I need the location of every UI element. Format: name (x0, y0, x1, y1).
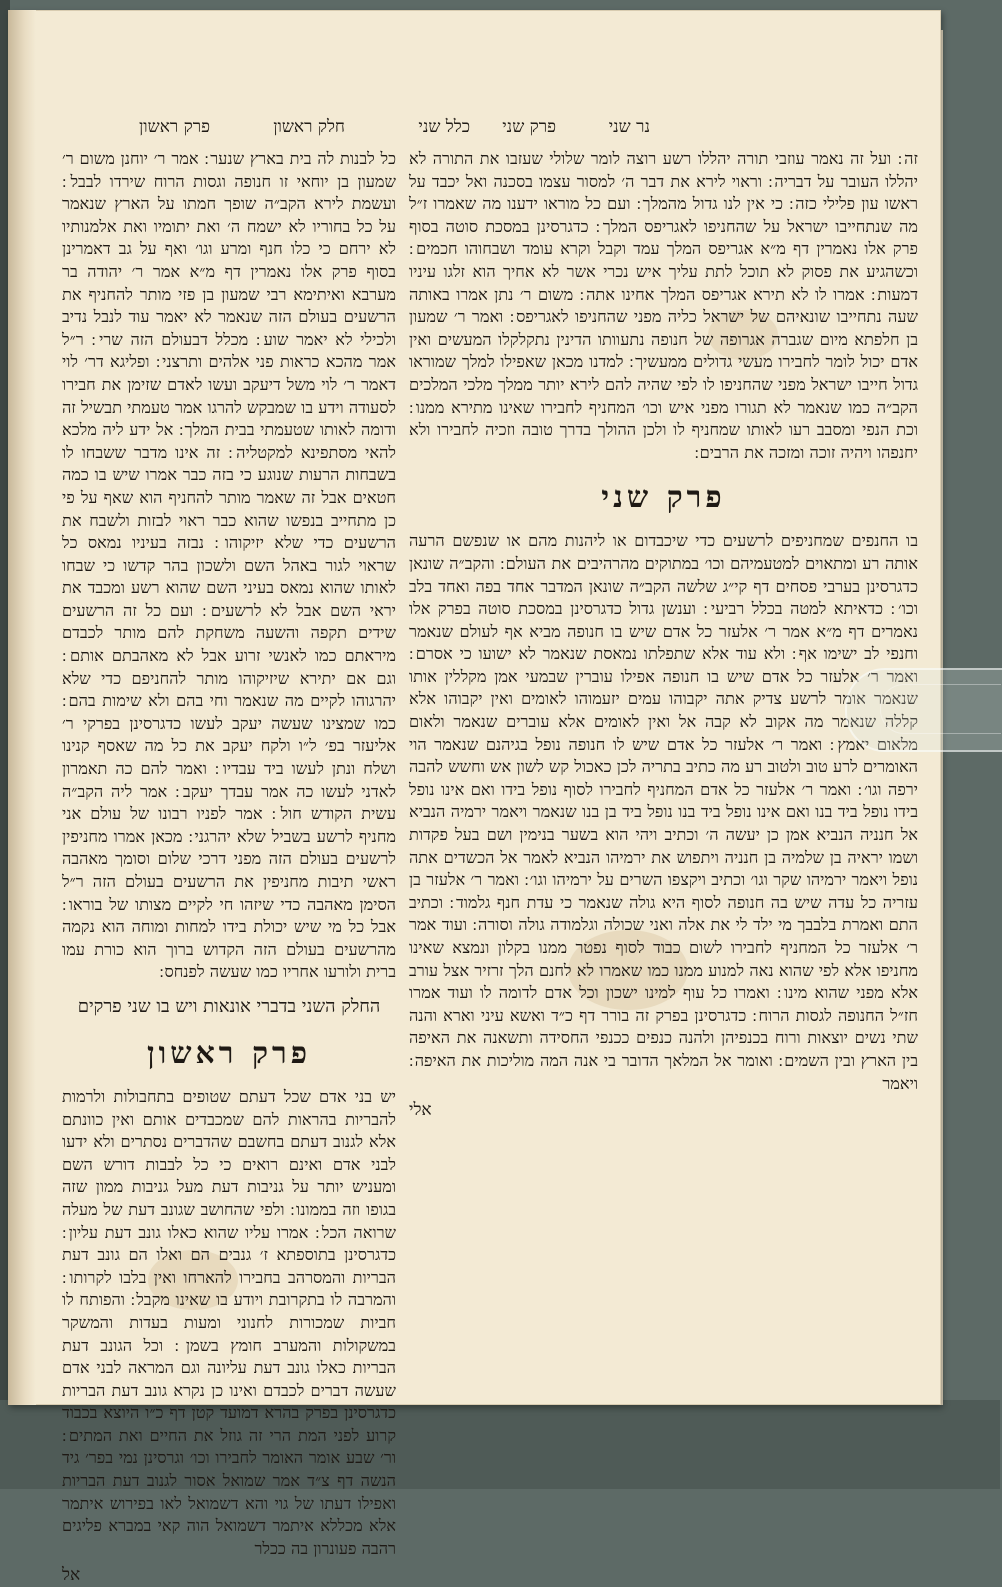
right-catchword: אלי (409, 1100, 432, 1121)
right-column-top-text: זה ׃ ועל זה נאמר עוזבי תורה יהללו רשע רוצה לומר שלולי שעזבו את התורה לא יהללו העובר על דבריה ׃ וראוי לירא את דבר ה׳ למסור עצמו בסכנה ואל יכבד על ראשו עון פלילי כזה ׃ כי אין לנו גדול מהמלך ׃ ועם כל מוראו ידענו מה שאמרו ז״ל מה שנתחייבו ישראל על שהחניפו לאגריפס המלך ׃ כדגרסינן במסכת סוטה בסוף פרק אלו נאמרין דף מ״א אגריפס המלך עמד וקבל וקרא עומד ושבחוהו חכמים ׃ וכשהגיע את פסוק לא תוכל לתת עליך איש נכרי אשר לא אחיך הוא זלגו עיניו דמעות ׃ אמרו לו לא תירא אגריפס המלך אחינו אתה ׃ משום ר׳ נתן אמרו באותה שעה נתחייבו שונאיהם של ישראל כליה מפני שהחניפו לאגריפס ׃ ואמר ר׳ שמעון בן חלפתא מיום שגברה אגרופה של חנופה נתעוותו הדינין נתקלקלו המעשים ואין אדם יכול לומר לחבירו מעשי גדולים ממעשיך ׃ למדנו מכאן שאפילו למלך שמוראו גדול חייבו ישראל מפני שהחניפו לו לפי שהיה להם לירא יותר ממלך מלכי המלכים הקב״ה כמו שנאמר לא תגורו מפני איש וכו׳ המחניף לחבירו שאינו מתירא ממנו ׃ וכת הנפי ומסבב רעו לאותו שמחניף לו ולכן ההולך בדרך טובה וזכיה לחבירו ולא יחנפהו ויהיה זוכה ומזכה את הרבים ׃ (409, 149, 918, 462)
left-chapter-heading: פרק ראשון (146, 1035, 312, 1071)
running-header-middle-a: כלל שני (418, 117, 470, 137)
left-section-heading: החלק השני בדברי אונאות ויש בו שני פרקים (77, 995, 381, 1017)
plastic-bookmark-clip-inner (880, 684, 1001, 734)
binding-gutter (8, 10, 36, 1405)
right-text-column (409, 148, 918, 1388)
running-header-middle-b: חלק ראשון (273, 117, 345, 137)
left-column-chapter-text: יש בני אדם שכל דעתם שטופים בתחבולות ולרמות להבריות בהראות להם שמכבדים אותם ואין כוונתם אלא לגנוב דעתם בחשבם שהדברים נסתרים ולא ידעו לבני אדם ואינם רואים כי כל לבבות דורש השם ומעניש יותר על גניבות דעת מעל גניבות ממון שזה בגופו וזה בממונו ׃ ולפי שהחושב שגונב דעת של מעלה שרואה הכל ׃ אמרו עליו שהוא כאלו גונב דעת עליון ׃ כדגרסינן בתוספתא ז׳ גנבים הם ואלו הם גונב דעת הבריות והמסרהב בחבירו להארחו ואין בלבו לקרותו ׃ והמרבה לו בתקרובת ויודע בו שאינו מקבל ׃ והפותח לו חביות שמכורות לחנוני ומעות בעדות והמשקר במשקולות והמערב חומץ בשמן ׃ וכל הגונב דעת הבריות כאלו גונב דעת עליונה וגם המראה לבני אדם שעשה דברים לכבדם ואינו כן נקרא גונב דעת הבריות כדגרסינן בפרק בהרא דמועד קטן דף כ״ו היוצא בכבוד קרוע לפני המת הרי זה גוזל את החיים ואת המתים ׃ ור׳ שבע אומר האומר לחבירו וכו׳ וגרסינן נמי בפר׳ גיד הנשה דף צ״ד אמר שמואל אסור לגנוב דעת הבריות ואפילו דעתו של גוי והא דשמואל לאו בפירוש איתמר אלא מכללא איתמר דשמואל הוה קאי במברא פליגים רהבה פעונרון בה ככלר (62, 1086, 396, 1558)
left-text-column (62, 148, 396, 1586)
right-column-chapter-text: בו החנפים שמחניפים לרשעים כדי שיכבדום או ליהנות מהם או שנפשם הרעה אותה רע ומתאוים למטעמיהם וכו׳ במתוקים מהרהיבים את העולם ׃ והקב״ה שונאן כדגרסינן בערבי פסחים דף קי״ג שלשה הקב״ה שונאן המדבר אחד בפה ואחד בלב וכו׳ ׃ כדאיתא למטה בכלל רביעי ׃ וענשן גדול כדגרסינן במסכת סוטה בפרק אלו נאמרים דף מ״א אמר ר׳ אלעזר כל אדם שיש בו חנופה מביא אף לעולם שנאמר וחנפי לב ישימו אף ׃ ולא עוד אלא שתפלתו נמאסת שנאמר לא ישועו כי אסרם ׃ ואמר ר׳ אלעזר כל אדם שיש בו חנופה אפילו עוברין שבמעי אמן מקללין אותו שנאמר אומר לרשע צדיק אתה יקבוהו עמים יזעמוהו לאומים ואין יקבוהו אלא קללה שנאמר מה אקוב לא קבה אל ואין לאומים אלא עוברים שנאמר ולאום מלאום יאמץ ׃ ואמר ר׳ אלעזר כל אדם שיש לו חנופה נופל בגיהנם שנאמר הוי האומרים לרע טוב ולטוב רע מה כתיב בתריה לכן כאכול קש לשון אש וחשש להבה ירפה וגו׳ ׃ ואמר ר׳ אלעזר כל אדם המחניף לחבירו לסוף נופל בידו ואם אינו נופל בידו נופל ביד בנו ואם אינו נופל ביד בנו נופל ביד בן בנו שנאמר ויאמר ירמיה הנביא אל חנניה הנביא אמן כן יעשה ה׳ וכתיב ויהי הוא בשער בנימין ושם בעל פקדות ושמו יראיה בן שלמיה בן חנניה ויתפוש את ירמיהו הנביא לאמר אל הכשדים אתה נופל ויאמר ירמיהו שקר וגו׳ וכתיב ויקצפו השרים על ירמיהו וגו׳ ׃ ואמר ר׳ אלעזר בן עזריה כל עדה שיש בה חנופה לסוף היא גולה שנאמר כי עדת חנף גלמוד ׃ וכתיב התם ואמרת בלבבך מי ילד לי את אלה ואני שכולה וגלמודה גולה וסורה ׃ ועוד אמר ר׳ אלעזר כל המחניף לחבירו לשום כבוד לסוף נפטר ממנו בקלון ונמצא שאינו מחניפו אלא לפי שהוא נאה למנוע ממנו כמו שאמרו לא לחנם הלך זרזיר אצל עורב אלא מפני שהוא מינו ׃ ואמרו כל עוף למינו ישכון וכל אדם לדומה לו ועוד אמרו חז״ל החנופה לגסות הרוח ׃ כדגרסינן בפרק זה בורר דף כ״ד ואשא עיני וארא והנה שתי נשים יוצאות ורוח בכנפיהן ולהנה כנפים ככנפי החסידה ותשאנה את האיפה בין הארץ ובין השמים ׃ ואומר אל המלאך הדובר בי אנה המה מוליכות את האיפה ׃ ויאמר (409, 531, 918, 1093)
left-column-top-text: כל לבנות לה בית בארץ שנער ׃ אמר ר׳ יוחנן משום ר׳ שמעון בן יוחאי זו חנופה וגסות הרוח שירדו לבבל ׃ ועשמת לירא הקב״ה שופך חמתו על הארץ שנאמר על כל בחוריו לא ישמח ה׳ ואת יתומיו ואת אלמנותיו לא ירחם כי כלו חנף ומרע וגו׳ ואף על גב דאמרינן בסוף פרק אלו נאמרין דף מ״א אמר ר׳ יהודה בר מערבא ואיתימא רבי שמעון בן פזי מותר להחניף את הרשעים בעולם הזה שנאמר לא יאמר עוד לנבל נדיב ולכילי לא יאמר שוע ׃ מכלל דבעולם הזה שרי ׃ ר״ל אמר מהכא כראות פני אלהים ותרצני ׃ ופליגא דר׳ לוי דאמר ר׳ לוי משל דיעקב ועשו לאדם שזימן את חבירו לסעודה וידע בו שמבקש להרגו אמר טעמתי תבשיל זה ודומה לאותו שטעמתי בבית המלך ׃ אל ידע ליה מלכא להאי מסתפינא למקטליה ׃ זה אינו מדבר ששבחו לו בשבחות הרעות שנוגע כי בזה כבר אמרו שיש בו כמה חטאים אבל זה שאמר מותר להחניף הוא שאף על פי כן מתחייב בנפשו שהוא כבר ראוי לבזות ולשבח את הרשעים כדי שלא יזיקוהו ׃ נבזה בעיניו נמאס כל שראוי לגור באהל השם ולשכון בהר קדשו כי שבחו לאותו שהוא נמאס בעיני השם שהוא רשע ומכבד את יראי השם אבל לא לרשעים ׃ ועם כל זה הרשעים שידים תקפה והשעה משחקת להם מותר לכבדם מיראתם כמו לאנשי זרוע אבל לא מאהבתם אותם ׃ וגם אם יתירא שיזיקוהו מותר להחניפם כדי שלא יהרגוהו לקיים מה שנאמר וחי בהם ולא שימות בהם ׃ כמו שמצינו שעשה יעקב לעשו כדגרסינן בפרקי ר׳ אליעזר בפ׳ ל״ו ולקח יעקב את כל מה שאסף קנינו ושלח ונתן לעשו ביד עבדיו ׃ ואמר להם כה תאמרון לאדני לעשו כה אמר עבדך יעקב ׃ אמר ליה הקב״ה עשית הקודש חול ׃ אמר לפניו רבונו של עולם אני מחניף לרשע בשביל שלא יהרגני ׃ מכאן אמרו מחניפין לרשעים בעולם הזה מפני דרכי שלום וסומך מאהבה ראשי תיבות מחניפין את הרשעים בעולם הזה ר״ל הסימן מאהבה כדי שיזהו חי לקיים מצותו של בוראו ׃ אבל כל מי שיש יכולת בידו למחות ומוחה הוא נקמה מהרשעים בעולם הזה הקדוש ברוך הוא כורת עמו ברית ולורעו אחריו כמו שעשה לפנחס ׃ (62, 149, 396, 982)
running-header-left: פרק ראשון (138, 117, 210, 137)
running-header-right-b: פרק שני (502, 117, 556, 137)
right-chapter-heading: פרק שני (601, 480, 726, 516)
left-catchword: אל (62, 1565, 81, 1586)
running-header-right-a: נר שני (608, 117, 650, 137)
